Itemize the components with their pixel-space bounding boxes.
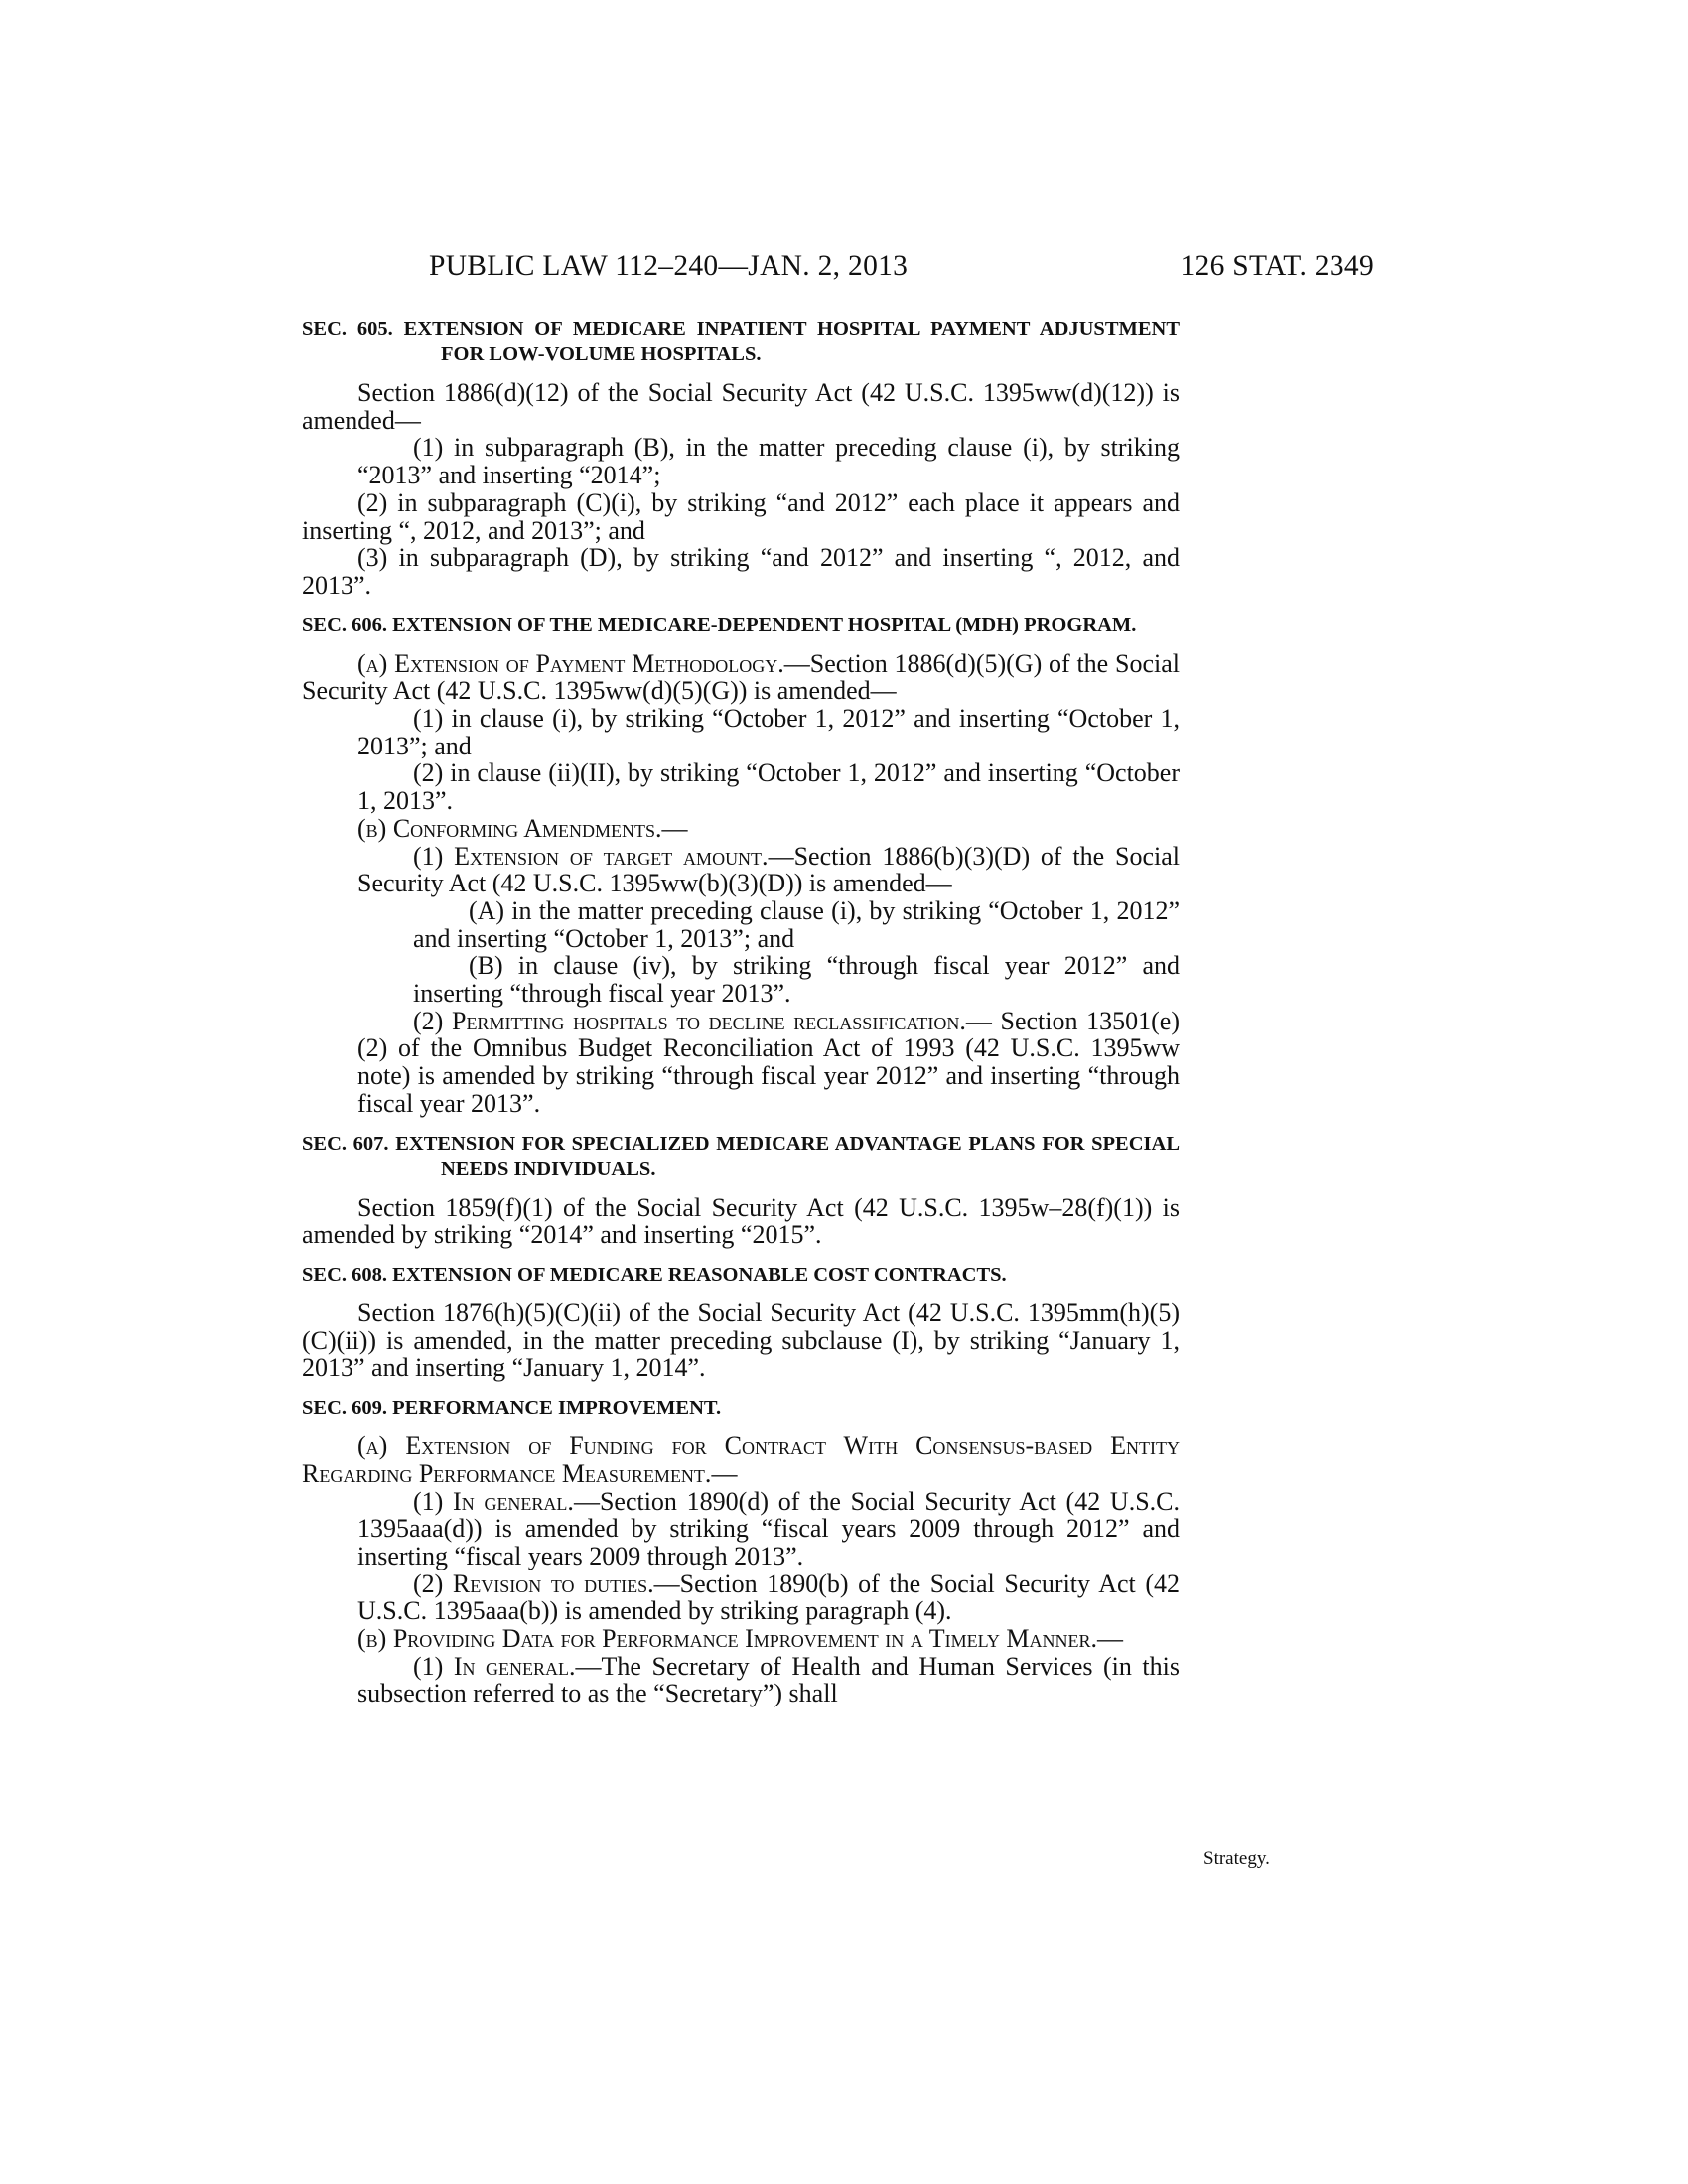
section-title: EXTENSION OF MEDICARE INPATIENT HOSPITAL PAYMENT ADJUSTMENT FOR LOW-VOLUME HOSPITALS.	[403, 318, 1180, 365]
paragraph-text: —Section 1890(d) of the Social Security Act (42 U.S.C. 1395aaa(d)) is amended by striking “fiscal years 2009 through 2012” and inserting “fiscal years 2009 through 2013”.	[357, 1486, 1181, 1570]
section-609-a-2	[302, 1570, 1180, 1625]
running-head: PUBLIC LAW 112–240—JAN. 2, 2013	[429, 250, 909, 282]
section-608-heading	[302, 1262, 1180, 1288]
subsection-heading: (a) Extension of Funding for Contract With Consensus-based Entity Regarding Performance Measurement.	[302, 1432, 1180, 1488]
paragraph-heading: (2) Permitting hospitals to decline reclassification.	[413, 1006, 966, 1035]
section-606-b-2	[302, 1008, 1180, 1118]
section-607-heading	[302, 1131, 1180, 1182]
paragraph-text: — Section 13501(e)(2) of the Omnibus Budget Reconciliation Act of 1993 (42 U.S.C. 1395ww note) is amended by striking “through fiscal year 2012” and inserting “through fiscal year 2013”.	[357, 1006, 1180, 1118]
section-608-text: Section 1876(h)(5)(C)(ii) of the Social Security Act (42 U.S.C. 1395mm(h)(5)(C)(ii)) is amended, in the matter preceding subclause (I), by striking “January 1, 2013” and inserting “January 1, 2014”.	[302, 1297, 1180, 1383]
margin-note: Strategy.	[1203, 1848, 1270, 1869]
paragraph-heading: (1) Extension of target amount.	[413, 841, 769, 871]
section-title: EXTENSION OF THE MEDICARE-DEPENDENT HOSPITAL (MDH) PROGRAM.	[392, 614, 1137, 636]
subsection-heading: (a) Extension of Payment Methodology.	[357, 648, 784, 678]
subsection-dash: —	[711, 1458, 738, 1488]
item-text: (2) in subparagraph (C)(i), by striking “and 2012” each place it appears and inserting “, 2012, and 2013”; and	[302, 487, 1180, 545]
item-text: (B) in clause (iv), by striking “through fiscal year 2012” and inserting “through fiscal year 2013”.	[413, 951, 1180, 1009]
item-text: (1) in clause (i), by striking “October 1, 2012” and inserting “October 1, 2013”; and	[357, 704, 1180, 760]
section-607-text: Section 1859(f)(1) of the Social Security Act (42 U.S.C. 1395w–28(f)(1)) is amended by striking “2014” and inserting “2015”.	[302, 1192, 1180, 1250]
paragraph-heading: (1) In general.	[413, 1651, 576, 1681]
section-label: SEC. 605.	[302, 318, 393, 340]
section-609-subsection-b	[302, 1625, 1180, 1653]
section-title: PERFORMANCE IMPROVEMENT.	[392, 1397, 722, 1420]
main-text	[302, 316, 1180, 1707]
section-605-item-1	[302, 434, 1180, 488]
section-605-item-2	[302, 489, 1180, 544]
item-text: (1) in subparagraph (B), in the matter preceding clause (i), by striking “2013” and inserting “2014”;	[357, 433, 1180, 490]
paragraph-text: —Section 1886(b)(3)(D) of the Social Security Act (42 U.S.C. 1395ww(b)(3)(D)) is amended—	[357, 841, 1180, 898]
section-609-a-1	[302, 1488, 1180, 1570]
item-text: (3) in subparagraph (D), by striking “and 2012” and inserting “, 2012, and 2013”.	[302, 543, 1180, 600]
stat-citation: 126 STAT. 2349	[1180, 250, 1374, 282]
section-606-subsection-b	[302, 815, 1180, 843]
subsection-heading: (b) Conforming Amendments.	[357, 813, 662, 843]
page-header	[429, 250, 1374, 290]
paragraph-text: —The Secretary of Health and Human Services (in this subsection referred to as the “Secretary”) shall	[357, 1651, 1180, 1708]
section-609-b-1	[302, 1653, 1180, 1707]
section-609-heading	[302, 1395, 1180, 1421]
section-606-a-1	[302, 705, 1180, 759]
subsection-heading: (b) Providing Data for Performance Improvement in a Timely Manner.	[357, 1624, 1097, 1654]
section-609-subsection-a	[302, 1433, 1180, 1487]
section-606-subsection-a	[302, 650, 1180, 705]
section-605-intro: Section 1886(d)(12) of the Social Security Act (42 U.S.C. 1395ww(d)(12)) is amended—	[302, 378, 1180, 435]
subsection-text: —Section 1886(d)(5)(G) of the Social Security Act (42 U.S.C. 1395ww(d)(5)(G)) is amended—	[302, 648, 1180, 706]
subsection-dash: —	[1096, 1624, 1123, 1654]
item-text: (2) in clause (ii)(II), by striking “October 1, 2012” and inserting “October 1, 2013”.	[357, 758, 1180, 816]
section-606-heading	[302, 613, 1180, 638]
section-label: SEC. 607.	[302, 1132, 389, 1155]
paragraph-heading: (2) Revision to duties.	[413, 1569, 654, 1598]
section-label: SEC. 608.	[302, 1263, 388, 1286]
paragraph-heading: (1) In general.	[413, 1486, 574, 1516]
subsection-dash: —	[661, 813, 688, 843]
paragraph-text: —Section 1890(b) of the Social Security Act (42 U.S.C. 1395aaa(b)) is amended by striking paragraph (4).	[357, 1569, 1181, 1626]
section-title: EXTENSION FOR SPECIALIZED MEDICARE ADVANTAGE PLANS FOR SPECIAL NEEDS INDIVIDUALS.	[395, 1132, 1180, 1180]
section-title: EXTENSION OF MEDICARE REASONABLE COST CONTRACTS.	[392, 1263, 1007, 1286]
section-606-b-1	[302, 843, 1180, 897]
section-label: SEC. 609.	[302, 1397, 388, 1420]
section-606-b-1-A	[302, 897, 1180, 952]
section-605-item-3	[302, 544, 1180, 599]
section-606-b-1-B	[302, 952, 1180, 1007]
section-label: SEC. 606.	[302, 614, 388, 636]
section-606-a-2	[302, 759, 1180, 814]
item-text: (A) in the matter preceding clause (i), by striking “October 1, 2012” and inserting “October 1, 2013”; and	[413, 895, 1180, 953]
section-605-heading	[302, 316, 1180, 367]
